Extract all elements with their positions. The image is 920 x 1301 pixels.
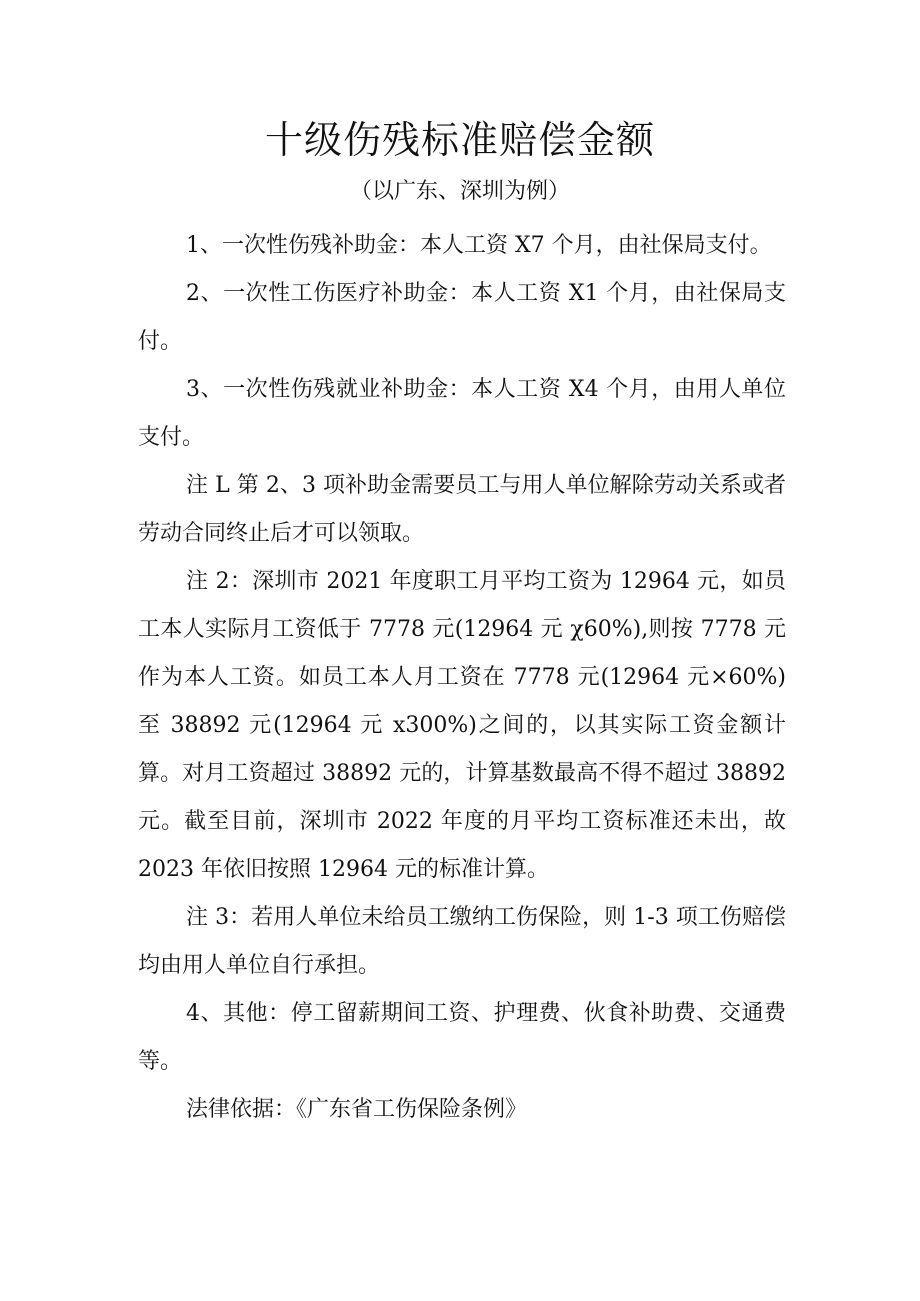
note-3: 注 3：若用人单位未给员工缴纳工伤保险，则 1-3 项工伤赔偿均由用人单位自行承担。 (138, 905, 786, 978)
paragraph-item-2: 2、一次性工伤医疗补助金：本人工资 X1 个月，由社保局支付。 (138, 281, 786, 354)
document-subtitle: （以广东、深圳为例） (349, 179, 570, 204)
note-1: 注 L 第 2、3 项补助金需要员工与用人单位解除劳动关系或者劳动合同终止后才可以领取。 (138, 473, 786, 546)
paragraph-item-3: 3、一次性伤残就业补助金：本人工资 X4 个月，由用人单位支付。 (138, 377, 786, 450)
note-2: 注 2：深圳市 2021 年度职工月平均工资为 12964 元，如员工本人实际月工资低于 7778 元(12964 元 χ60%),则按 7778 元作为本人工资。如员工本人月工资在 7778 元(12964 元×60%)至 38892 元(12964 元 x300%)之间的，以其实际工资金额计算。对月工资超过 38892 元的，计算基数最高不得不超过 38892 元。截至目前，深圳市 2022 年度的月平均工资标准还未出，故 2023 年依旧按照 12964 元的标准计算。 (138, 569, 786, 882)
paragraph-item-4: 4、其他：停工留薪期间工资、护理费、伙食补助费、交通费等。 (138, 1001, 786, 1074)
document-title: 十级伤残标准赔偿金额 (264, 118, 655, 162)
document-body (138, 222, 786, 1134)
paragraph-item-1: 1、一次性伤残补助金：本人工资 X7 个月，由社保局支付。 (186, 233, 772, 258)
legal-basis: 法律依据：《广东省工伤保险条例》 (186, 1097, 528, 1122)
